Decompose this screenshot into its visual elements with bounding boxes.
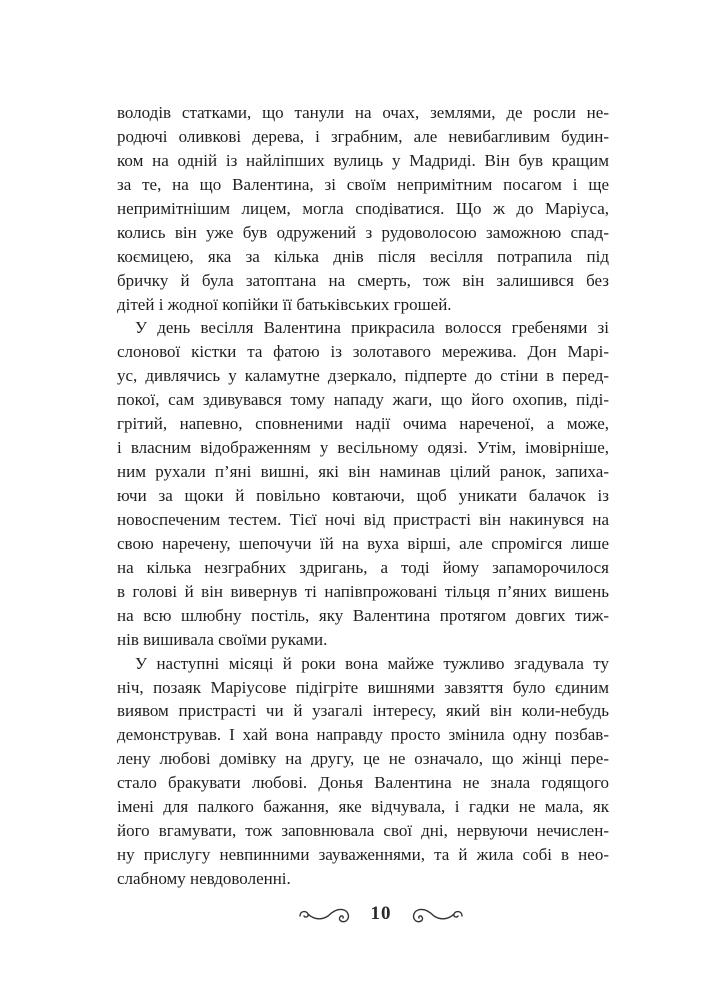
paragraph (117, 652, 609, 891)
text-line: і власним відображенням у весільному одязі. Утім, імовірніше, (117, 438, 609, 458)
left-ornament-icon (296, 904, 358, 926)
text-line: свою наречену, шепочучи їй на вуха вірші, але спромігся лише (117, 533, 609, 553)
text-line: ним рухали п’яні вишні, які він наминав цілий ранок, запиха- (117, 462, 609, 482)
text-line: непримітнішим лицем, могла сподіватися. Що ж до Маріуса, (117, 198, 609, 218)
right-ornament-icon (404, 904, 466, 926)
text-line: нів вишивала своїми руками. (117, 629, 328, 649)
text-line: ючи за щоки й повільно ковтаючи, щоб уникати балачок із (117, 486, 609, 505)
body-text (117, 101, 609, 891)
text-line: на кілька незграбних здригань, а тоді йому запаморочилося (117, 557, 609, 577)
text-line: коємицею, яка за кілька днів після весілля потрапила під (117, 246, 609, 266)
text-line: слабному невдоволенні. (117, 869, 291, 888)
text-line: грітий, напевно, сповненими надії очима нареченої, а може, (117, 414, 609, 434)
text-line: за те, на що Валентина, зі своїм непримітним посагом і ще (117, 174, 609, 194)
paragraph (117, 316, 609, 651)
text-line: ніч, позаяк Маріусове підігріте вишнями завзяття було єдиним (117, 677, 609, 697)
text-line: У наступні місяці й роки вона майже тужливо згадувала ту (135, 653, 609, 673)
text-line: У день весілля Валентина прикрасила волосся гребенями зі (135, 318, 609, 338)
page-number: 10 (370, 903, 392, 924)
text-line: колись він уже був одружений з рудоволосою заможною спад- (117, 222, 609, 242)
text-line: ком на одній із найліпших вулиць у Мадриді. Він був кращим (117, 150, 609, 170)
text-line: бричку й була затоптана на смерть, тож він залишився без (117, 270, 609, 290)
text-line: лену любові домівку на другу, це не означало, що жінці пере- (117, 749, 609, 769)
text-line: родючі оливкові дерева, і зграбним, але невибагливим будин- (117, 126, 609, 146)
text-line: ус, дивлячись у каламутне дзеркало, підперте до стіни в перед- (117, 366, 609, 386)
text-line: ну прислугу невпинними зауваженнями, та й жила собі в нео- (117, 845, 609, 865)
text-line: демонстрував. І хай вона направду просто змінила одну позбав- (117, 725, 609, 745)
text-line: володів статками, що танули на очах, землями, де росли не- (117, 103, 609, 122)
text-line: стало бракувати любові. Донья Валентина не знала годящого (117, 773, 609, 793)
text-line: на всю шлюбну постіль, яку Валентина протягом довгих тиж- (117, 605, 609, 625)
text-line: виявом пристрасті чи й узагалі інтересу, який він коли-небудь (117, 701, 609, 721)
text-line: в голові й він вивернув ті напівпрожовані тільця п’яних вишень (117, 581, 609, 601)
text-line: імені для палкого бажання, яке відчувала, і гадки не мала, як (117, 797, 609, 817)
text-line: покої, сам здивувався тому нападу жаги, що його охопив, піді- (117, 390, 609, 410)
text-line: його вгамувати, тож заповнювала свої дні, нервуючи нечислен- (117, 821, 609, 841)
page-footer (294, 902, 464, 926)
text-line: дітей і жодної копійки її батьківських грошей. (117, 294, 452, 314)
text-line: слонової кістки та фатою із золотавого мережива. Дон Марі- (117, 342, 609, 362)
paragraph (117, 101, 609, 316)
text-line: новоспеченим тестем. Тієї ночі від пристрасті він накинувся на (117, 509, 609, 529)
